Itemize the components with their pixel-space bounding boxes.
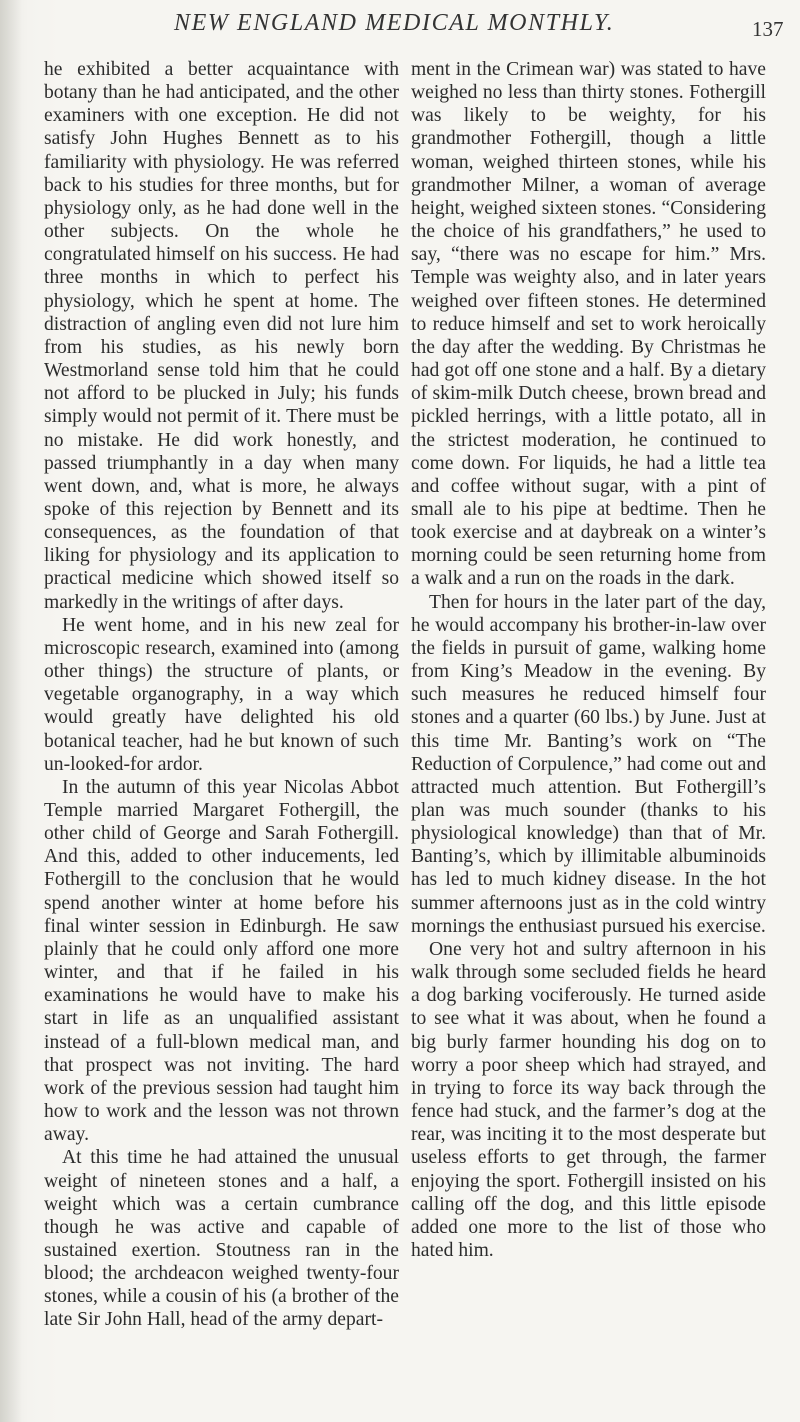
running-title: NEW ENGLAND MEDICAL MONTHLY. xyxy=(174,10,615,36)
paragraph: Then for hours in the later part of the day, he would accompany his brother-in-law over the fields in pursuit of game, walking home from King’s Meadow in the evening. By such measures he reduced himself four stones and a quarter (60 lbs.) by June. Just at this time Mr. Banting’s work on “The Reduction of Corpulence,” had come out and attracted much attention. But Fothergill’s plan was much sounder (thanks to his physiological knowledge) than that of Mr. Banting’s, which by illimitable albuminoids has led to much kidney disease. In the hot summer afternoons just as in the cold wintry mornings the enthusiast pursued his exercise. xyxy=(411,591,766,937)
paragraph: In the autumn of this year Nicolas Abbot Temple married Margaret Fothergill, the other child of George and Sarah Fothergill. And this, added to other inducements, led Fothergill to the conclusion that he would spend another winter at home before his final winter session in Edinburgh. He saw plainly that he could only afford one more winter, and that if he failed in his examinations he would have to make his start in life as an unqualified assistant instead of a full-blown medical man, and that prospect was not inviting. The hard work of the previous session had taught him how to work and the lesson was not thrown away. xyxy=(44,776,399,1146)
paragraph: One very hot and sultry afternoon in his walk through some secluded fields he heard a dog barking vociferously. He turned aside to see what it was about, when he found a big burly farmer hounding his dog on to worry a poor sheep which had strayed, and in trying to force its way back through the fence had stuck, and the farmer’s dog at the rear, was inciting it to the most desperate but useless efforts to get through, the farmer enjoying the sport. Fothergill insisted on his calling off the dog, and this little episode added one more to the list of those who hated him. xyxy=(411,938,766,1261)
paragraph: At this time he had attained the unusual weight of nineteen stones and a half, a weight which was a certain cumbrance though he was active and capable of sustained exertion. Stoutness ran in the blood; the archdeacon weighed twenty-four stones, while a cousin of his (a brother of the late Sir John Hall, head of the army depart- xyxy=(44,1147,399,1331)
paragraph: ment in the Crimean war) was stated to have weighed no less than thirty stones. Fothergill was likely to be weighty, for his grandmother Fothergill, though a little woman, weighed thirteen stones, while his grandmother Milner, a woman of average height, weighed sixteen stones. “Considering the choice of his grandfathers,” he used to say, “there was no escape for him.” Mrs. Temple was weighty also, and in later years weighed over fifteen stones. He determined to reduce himself and set to work heroically the day after the wedding. By Christmas he had got off one stone and a half. By a dietary of skim-milk Dutch cheese, brown bread and pickled herrings, with a little potato, all in the strictest moderation, he continued to come down. For liquids, he had a little tea and coffee without sugar, with a pint of small ale to his pipe at bedtime. Then he took exercise and at daybreak on a winter’s morning could be seen returning home from a walk and a run on the roads in the dark. xyxy=(411,59,766,590)
right-text-column xyxy=(411,58,766,1262)
page-gutter-shadow xyxy=(0,0,22,1422)
paragraph: He went home, and in his new zeal for microscopic research, examined into (among other things) the structure of plants, or vegetable organography, in a way which would greatly have delighted his old botanical teacher, had he but known of such un-looked-for ardor. xyxy=(44,614,399,775)
left-text-column xyxy=(44,58,399,1332)
paragraph: he exhibited a better acquaintance with botany than he had anticipated, and the other examiners with one exception. He did not satisfy John Hughes Bennett as to his familiarity with physiology. He was referred back to his studies for three months, but for physiology only, as he had done well in the other subjects. On the whole he congratulated himself on his success. He had three months in which to perfect his physiology, which he spent at home. The distraction of angling even did not lure him from his studies, as his newly born Westmorland sense told him that he could not afford to be plucked in July; his funds simply would not permit of it. There must be no mistake. He did work honestly, and passed triumphantly in a day when many went down, and, what is more, he always spoke of this rejection by Bennett and its consequences, as the foundation of that liking for physiology and its application to practical medicine which showed itself so markedly in the writings of after days. xyxy=(44,59,399,613)
page-number: 137 xyxy=(752,17,784,41)
